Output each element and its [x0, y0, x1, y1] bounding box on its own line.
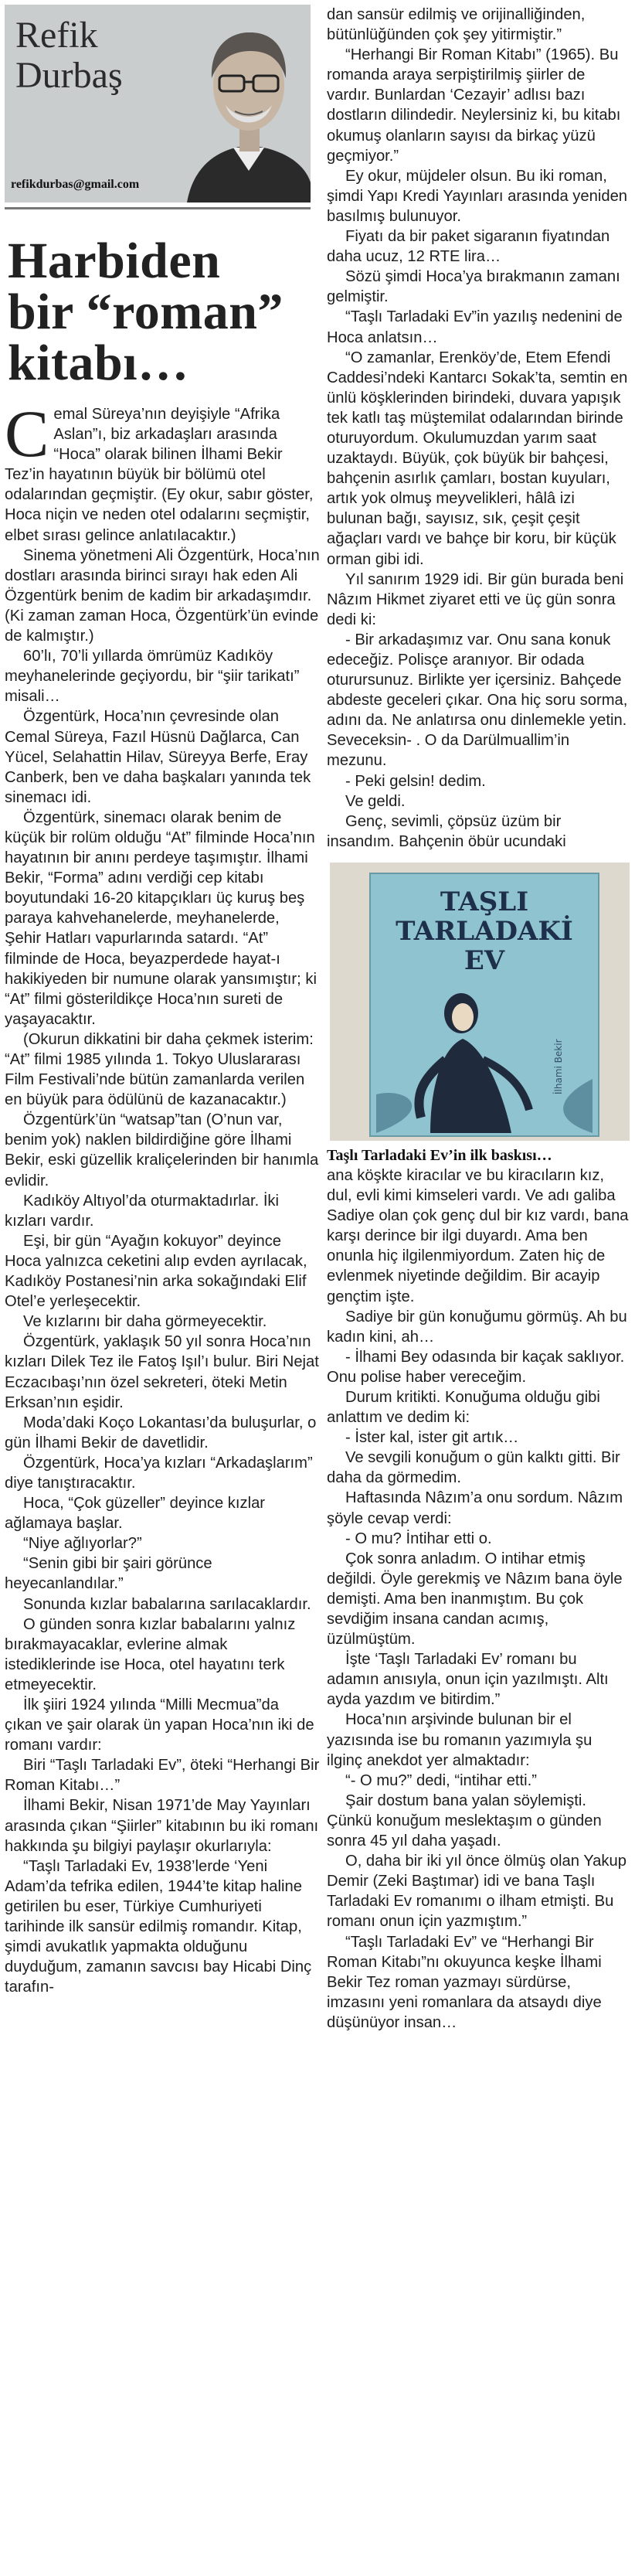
author-first-name: Refik: [15, 15, 98, 56]
article-paragraph: O günden sonra kızlar babalarını yalnız bırakmayacaklar, evlerine almak istediklerinde ise Hoca, otel hayatını terk etmeyecektir.: [5, 1615, 296, 1693]
article-paragraph: Durum kritikti. Konuğuma olduğu gibi anlattım ve dedim ki:: [327, 1388, 600, 1427]
article-paragraph: “O zamanlar, Erenköy’de, Etem Efendi Caddesi’ndeki Kantarcı Sokak’ta, semtin en ünlü köşklerinden birindeki, duvara yapışık tek katlı taş müştemilat odalarından birinde oturuyordum. Okulumuzdan yarım saat uzaktaydı. Büyük, çok büyük bir bahçesi, bahçenin asırlık çamları, bostan kuyuları, artık yok olmuş meyvelikleri, hâlâ izi bulunan bağı, sayısız, sık, çeşit çeşit ağaçları vardı ve bahçe bir koru, bir küçük orman gibi idi.: [327, 349, 628, 568]
cover-title-line: EV: [464, 944, 505, 976]
article-paragraph: Hoca, “Çok güzeller” deyince kızlar ağlamaya başlar.: [5, 1495, 266, 1533]
author-box: [5, 5, 311, 202]
article-paragraph: - Bir arkadaşımız var. Onu sana konuk edeceğiz. Polisçe aranıyor. Bir odada oturursunuz. Birlikte yer içersiniz. Bahçede abdeste geceleri çıkar. Ona hiç soru sorma, adını da. Ne anlatırsa onu dinlemekle yetin. Seveceksin- . O da Darülmuallim’in mezunu.: [327, 631, 628, 770]
book-cover-image: [330, 863, 630, 1141]
author-name: [15, 15, 123, 96]
drop-cap: C: [5, 396, 49, 471]
article-paragraph: - Peki gelsin! dedim.: [345, 772, 486, 790]
article-paragraph: “Herhangi Bir Roman Kitabı” (1965). Bu romanda araya serpiştirilmiş şiirler de vardır. Bunlardan ‘Cezayir’ adlısı bazı dostların dilindedir. Neylersiniz ki, bu kitabı okumuş olanların sayısı da birkaç yüzü geçmiyor.”: [327, 46, 621, 165]
article-paragraph: “Taşlı Tarladaki Ev” ve “Herhangi Bir Roman Kitabı”nı okuyunca keşke İlhami Bekir Tez roman yazmayı sürdürse, imzasını yeni romanlara da atsaydı diye düşünüyor insan…: [327, 1933, 602, 2031]
article-paragraph: Fiyatı da bir paket sigaranın fiyatından daha ucuz, 12 RTE lira…: [327, 228, 610, 266]
right-column: [327, 5, 630, 2033]
book-cover-illustration: [330, 863, 630, 1141]
article-paragraph: Özgentürk, Hoca’ya kızları “Arkadaşlarım” diye tanıştıracaktır.: [5, 1454, 313, 1492]
headline: [5, 233, 320, 391]
article-paragraph: Sadiye bir gün konuğumu görmüş. Ah bu kadın kini, ah…: [327, 1308, 627, 1346]
figure-caption: Taşlı Tarladaki Ev’in ilk baskısı…: [327, 1146, 552, 1164]
article-paragraph: Eşi, bir gün “Ayağın kokuyor” deyince Hoca yalnızca ceketini alıp evden ayrılacak, Kadıköy Postanesi’nin arka sokağındaki Elif Otel’e yerleşecektir.: [5, 1232, 307, 1311]
article-paragraph: ana köşkte kiracılar ve bu kiracıların kız, dul, evli kimi kimseleri vardı. Ve adı galiba Sadiye olan çok genç dul bir kız vardı, bana karşı derince bir ilgi duyardı. Ama ben onunla hiç ilgilenmiyordum. Zaten hiç de evlenmek niyetinde değildim. Bir acayip gençtim işte.: [327, 1166, 629, 1305]
article-paragraph: “Niye ağlıyorlar?”: [23, 1535, 142, 1553]
divider: [5, 207, 311, 209]
article-paragraph: Ve kızlarını bir daha görmeyecektir.: [23, 1313, 267, 1331]
article-paragraph: Yıl sanırım 1929 idi. Bir gün burada beni Nâzım Hikmet ziyaret etti ve üç gün sonra dedi ki:: [327, 570, 624, 628]
article-paragraph: Haftasında Nâzım’a onu sordum. Nâzım şöyle cevap verdi:: [327, 1489, 623, 1527]
article-paragraph: - İster kal, ister git artık…: [345, 1429, 519, 1447]
article-paragraph: [5, 396, 320, 546]
article-paragraph: - O mu? İntihar etti o.: [345, 1530, 492, 1547]
cover-author-text: İlhami Bekir: [553, 1039, 564, 1094]
article-paragraph: (Okurun dikkatini bir daha çekmek isterim: “At” filmi 1985 yılında 1. Tokyo Uluslararası Film Festivali’nde bütün zamanlarda verilen en büyük para ödülünü de kazanacaktır.): [5, 1030, 314, 1109]
article-paragraph: “Senin gibi bir şairi görünce heyecanlandılar.”: [5, 1555, 212, 1593]
article-paragraph: Ey okur, müjdeler olsun. Bu iki roman, şimdi Yapı Kredi Yayınları arasında yeniden basılmış bulunuyor.: [327, 167, 628, 225]
article-paragraph: Kadıköy Altıyol’da oturmaktadırlar. İki kızları vardır.: [5, 1192, 280, 1230]
cover-title-line: TAŞLI: [440, 886, 529, 917]
article-paragraph: İlk şiiri 1924 yılında “Milli Mecmua”da çıkan ve şair olarak ün yapan Hoca’nın iki de romanı vardır:: [5, 1696, 314, 1754]
article-left: [5, 396, 320, 1997]
article-paragraph: Moda’daki Koço Lokantası’da buluşurlar, o gün İlhami Bekir de davetlidir.: [5, 1414, 317, 1451]
author-photo: [179, 5, 311, 202]
article-paragraph: Özgentürk, sinemacı olarak benim de küçük bir rolüm olduğu “At” filminde Hoca’nın hayatının bir anını perdeye taşımıştır. İlhami Bekir, “Forma” adını verdiği cep kitabı boyutundaki 16-20 kitapçıkları üç kuruş beş paraya kahvehanelerde, meyhanelerde, Şehir Hatları vapurlarında satardı. “At” filminde de Hoca, beyazperdede hayat-ı hakikiyeden bir numune olarak yansımıştır; ki “At” filmi gösterildikçe Hoca’nın sureti de yaşayacaktır.: [5, 808, 317, 1028]
article-paragraph: Çok sonra anladım. O intihar etmiş değildi. Öyle gerekmiş ve Nâzım bana öyle demişti. Ama ben inanmıştım. Bu çok sevdiğim insana candan acımış, üzülmüştüm.: [327, 1550, 623, 1649]
article-paragraph: Sinema yönetmeni Ali Özgentürk, Hoca’nın dostları arasında birinci sırayı hak eden Ali Özgentürk benim de kadim bir arkadaşımdır. (Ki zaman zaman Hoca, Özgentürk’ün evinde de kalmıştır.): [5, 546, 320, 645]
article-paragraph: Şair dostum bana yalan söylemişti. Çünkü konuğum meslektaşım o günden sonra 45 yıl daha yaşadı.: [327, 1792, 602, 1850]
article-paragraph: Özgentürk, Hoca’nın çevresinde olan Cemal Süreya, Fazıl Hüsnü Dağlarca, Can Yücel, Selahattin Hilav, Süreyya Berfe, Eray Canberk, ben ve daha başkaları yanında tek sinemacı idi.: [5, 708, 311, 806]
article-text: emal Süreya’nın deyişiyle “Afrika Aslan”ı, biz arkadaşları arasında “Hoca” olarak bilinen İlhami Bekir Tez’in hayatının büyük bir bölümü otel odalarından geçmiştir. (Ey okur, sabır göster, Hoca niçin ve neden otel odalarını seçmiştir, elbet sırası gelince anlatılacaktır.): [5, 406, 314, 544]
article-paragraph: dan sansür edilmiş ve orijinalliğinden, bütünlüğünden çok şey yitirmiştir.”: [327, 6, 586, 44]
article-paragraph: Ve geldi.: [345, 792, 406, 810]
left-column: [5, 5, 320, 1997]
article-paragraph: “Taşlı Tarladaki Ev”in yazılış nedenini de Hoca anlatsın…: [327, 308, 623, 346]
article-paragraph: Özgentürk, yaklaşık 50 yıl sonra Hoca’nın kızları Dilek Tez ile Fatoş Işıl’ı bulur. Biri Nejat Eczacıbaşı’nın özel sekreteri, öteki Metin Erksan’nın eşidir.: [5, 1333, 319, 1411]
article-paragraph: Ve sevgili konuğum o gün kalktı gitti. Bir daha da görmedim.: [327, 1449, 620, 1487]
author-email: refikdurbas@gmail.com: [11, 178, 140, 191]
article-paragraph: “- O mu?” dedi, “intihar etti.”: [345, 1771, 537, 1789]
headline-line: kitabı…: [8, 335, 189, 391]
article-paragraph: İlhami Bekir, Nisan 1971’de May Yayınları arasında çıkan “Şiirler” kitabının bu iki romanı hakkında şu bilgiyi paylaşır okurlarıyla:: [5, 1797, 319, 1855]
article-paragraph: Biri “Taşlı Tarladaki Ev”, öteki “Herhangi Bir Roman Kitabı…”: [5, 1757, 320, 1795]
author-last-name: Durbaş: [15, 55, 123, 96]
article-paragraph: Genç, sevimli, çöpsüz üzüm bir insandım. Bahçenin öbür ucundaki: [327, 812, 566, 850]
article-paragraph: “Taşlı Tarladaki Ev, 1938’lerde ‘Yeni Adam’da tefrika edilen, 1944’te kitap haline getirilen bu eser, Türkiye Cumhuriyeti tarihinde ilk sansür edilmiş romandır. Kitap, şimdi avukatlık yapmakta olduğunu duyduğum, zamanın savcısı bay Hicabi Dinç tarafın-: [5, 1857, 312, 1996]
article-paragraph: 60’lı, 70’li yıllarda ömrümüz Kadıköy meyhanelerinde geçiyordu, bir “şiir tarikatı” misali…: [5, 648, 300, 706]
article-paragraph: - İlhami Bey odasında bir kaçak saklıyor. Onu polise haber vereceğim.: [327, 1348, 625, 1386]
article-paragraph: Sözü şimdi Hoca’ya bırakmanın zamanı gelmiştir.: [327, 268, 620, 306]
article-paragraph: İşte ‘Taşlı Tarladaki Ev’ romanı bu adamın anısıyla, onun için yazılmıştı. Altı ayda yazdım ve bitirdim.”: [327, 1651, 609, 1709]
article-paragraph: O, daha bir iki yıl önce ölmüş olan Yakup Demir (Zeki Baştımar) idi ve bana Taşlı Tarladaki Ev romanımı o ilham etmişti. Bu romanı onun için yazmıştım.”: [327, 1853, 627, 1931]
headline-line: Harbiden: [8, 233, 221, 289]
cover-title-line: TARLADAKİ: [396, 915, 573, 947]
headline-line: bir “roman”: [8, 284, 284, 340]
article-paragraph: Sonunda kızlar babalarına sarılacaklardır.: [23, 1595, 311, 1613]
article-paragraph: Özgentürk’ün “watsap”tan (O’nun var, benim yok) naklen bildirdiğine göre İlhami Bekir, eski güzellik kraliçelerinden bir hanımla evlidir.: [5, 1111, 319, 1189]
article-paragraph: Hoca’nın arşivinde bulunan bir el yazısında ise bu romanın yazımıyla şu ilginç anekdot yer almaktadır:: [327, 1711, 593, 1769]
